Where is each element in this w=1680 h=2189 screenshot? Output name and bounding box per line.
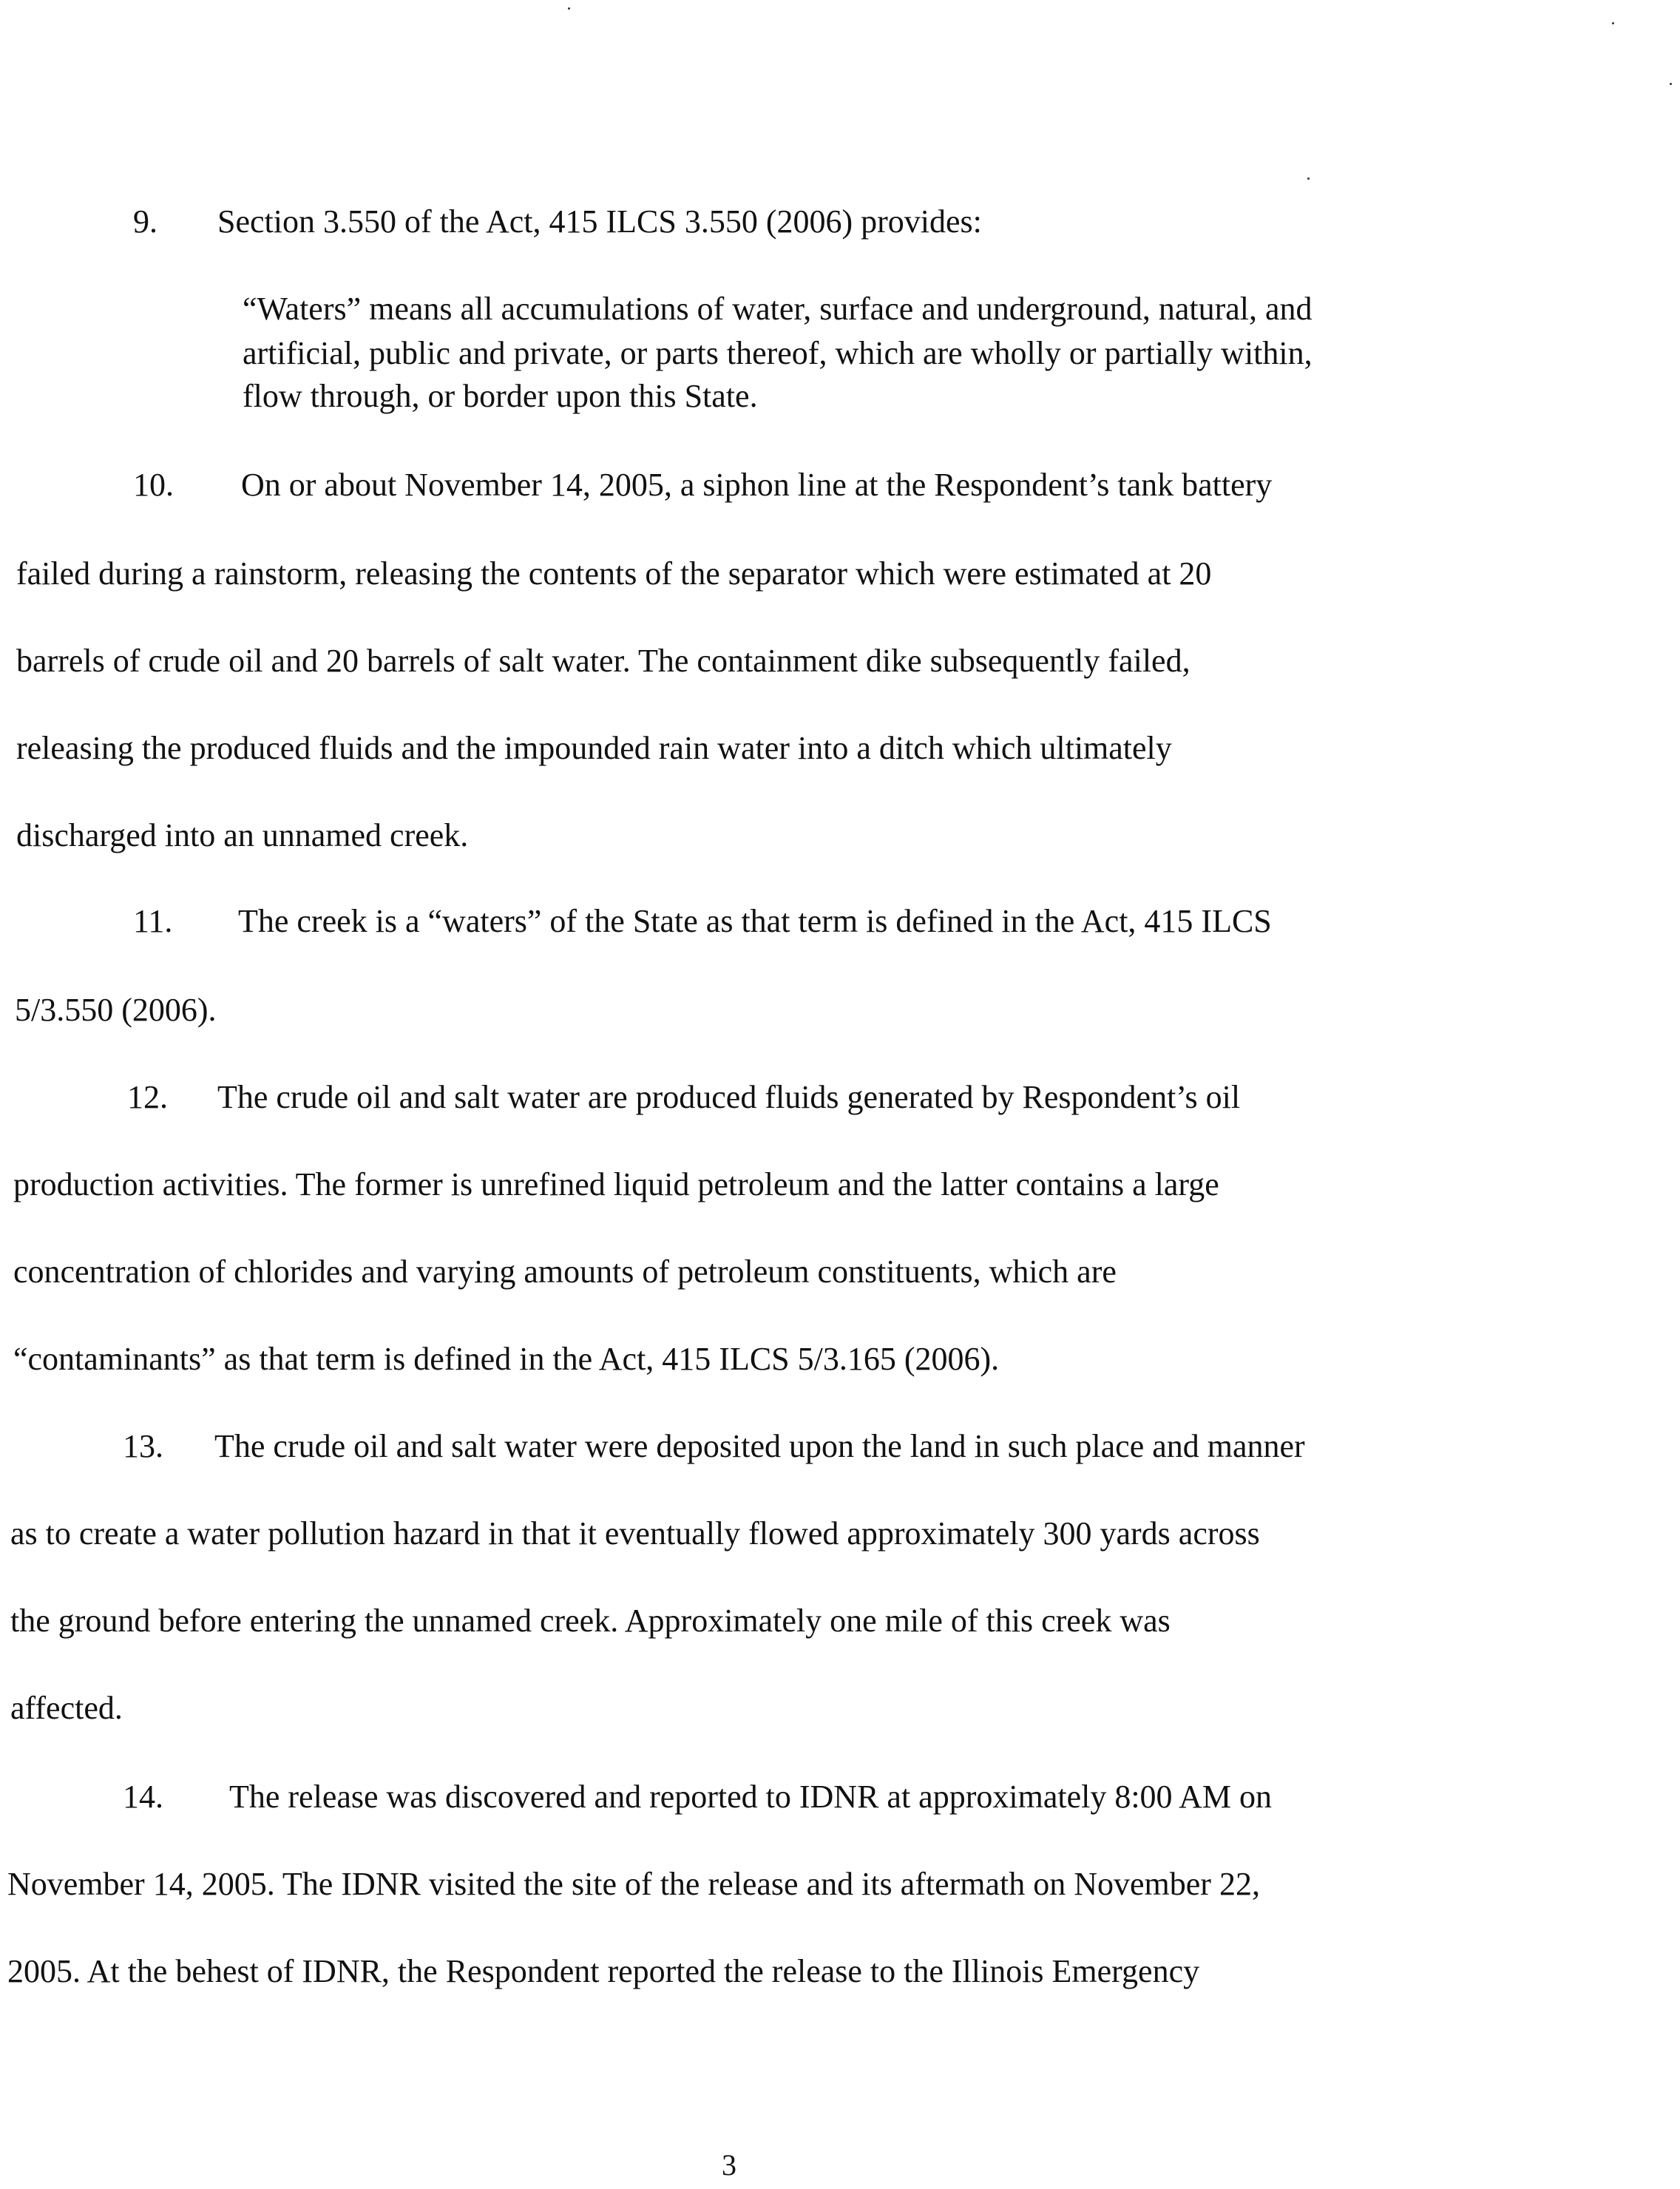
page-number: 3 (722, 2148, 736, 2182)
paragraph-13-line-2: as to create a water pollution hazard in that it eventually flowed approximately 300 yards across (10, 1515, 1260, 1552)
paragraph-14-line-1: The release was discovered and reported to IDNR at approximately 8:00 AM on (229, 1779, 1273, 1815)
paragraph-14-line-3: 2005. At the behest of IDNR, the Respondent reported the release to the Illinois Emergency (7, 1953, 1200, 1989)
paragraph-11-line-2: 5/3.550 (2006). (15, 992, 217, 1028)
scan-speck (1612, 22, 1614, 24)
paragraph-13-line-4: affected. (10, 1690, 123, 1726)
paragraph-12-line-2: production activities. The former is unrefined liquid petroleum and the latter contains a large (13, 1166, 1219, 1202)
paragraph-13-line-1: The crude oil and salt water were deposited upon the land in such place and manner (214, 1428, 1305, 1464)
paragraph-13-line-3: the ground before entering the unnamed creek. Approximately one mile of this creek was (10, 1603, 1171, 1639)
paragraph-14-line-2: November 14, 2005. The IDNR visited the site of the release and its aftermath on November 22, (7, 1866, 1260, 1902)
scan-speck (1670, 83, 1672, 85)
quote-line-2: artificial, public and private, or parts thereof, which are wholly or partially within, (243, 335, 1312, 371)
paragraph-10-line-2: failed during a rainstorm, releasing the contents of the separator which were estimated at 20 (16, 555, 1212, 592)
paragraph-number-10: 10. (133, 467, 174, 503)
scan-speck (1307, 177, 1310, 180)
paragraph-number-9: 9. (133, 203, 158, 240)
paragraph-10-line-4: releasing the produced fluids and the impounded rain water into a ditch which ultimately (16, 730, 1172, 766)
paragraph-9-line-1: Section 3.550 of the Act, 415 ILCS 3.550 (2006) provides: (217, 203, 982, 240)
paragraph-10-line-5: discharged into an unnamed creek. (16, 817, 469, 853)
paragraph-12-line-4: “contaminants” as that term is defined in the Act, 415 ILCS 5/3.165 (2006). (13, 1341, 1000, 1377)
paragraph-12-line-3: concentration of chlorides and varying amounts of petroleum constituents, which are (13, 1253, 1117, 1290)
paragraph-number-14: 14. (123, 1779, 163, 1815)
paragraph-number-12: 12. (127, 1079, 168, 1115)
paragraph-10-line-1: On or about November 14, 2005, a siphon line at the Respondent’s tank battery (241, 467, 1273, 503)
quote-line-1: “Waters” means all accumulations of water, surface and underground, natural, and (243, 291, 1312, 327)
quote-line-3: flow through, or border upon this State. (243, 378, 758, 414)
paragraph-12-line-1: The crude oil and salt water are produced fluids generated by Respondent’s oil (217, 1079, 1241, 1115)
paragraph-11-line-1: The creek is a “waters” of the State as that term is defined in the Act, 415 ILCS (238, 903, 1272, 939)
paragraph-10-line-3: barrels of crude oil and 20 barrels of salt water. The containment dike subsequently failed, (16, 643, 1190, 679)
scan-speck (568, 7, 570, 10)
paragraph-number-13: 13. (123, 1428, 163, 1464)
paragraph-number-11: 11. (133, 903, 173, 939)
